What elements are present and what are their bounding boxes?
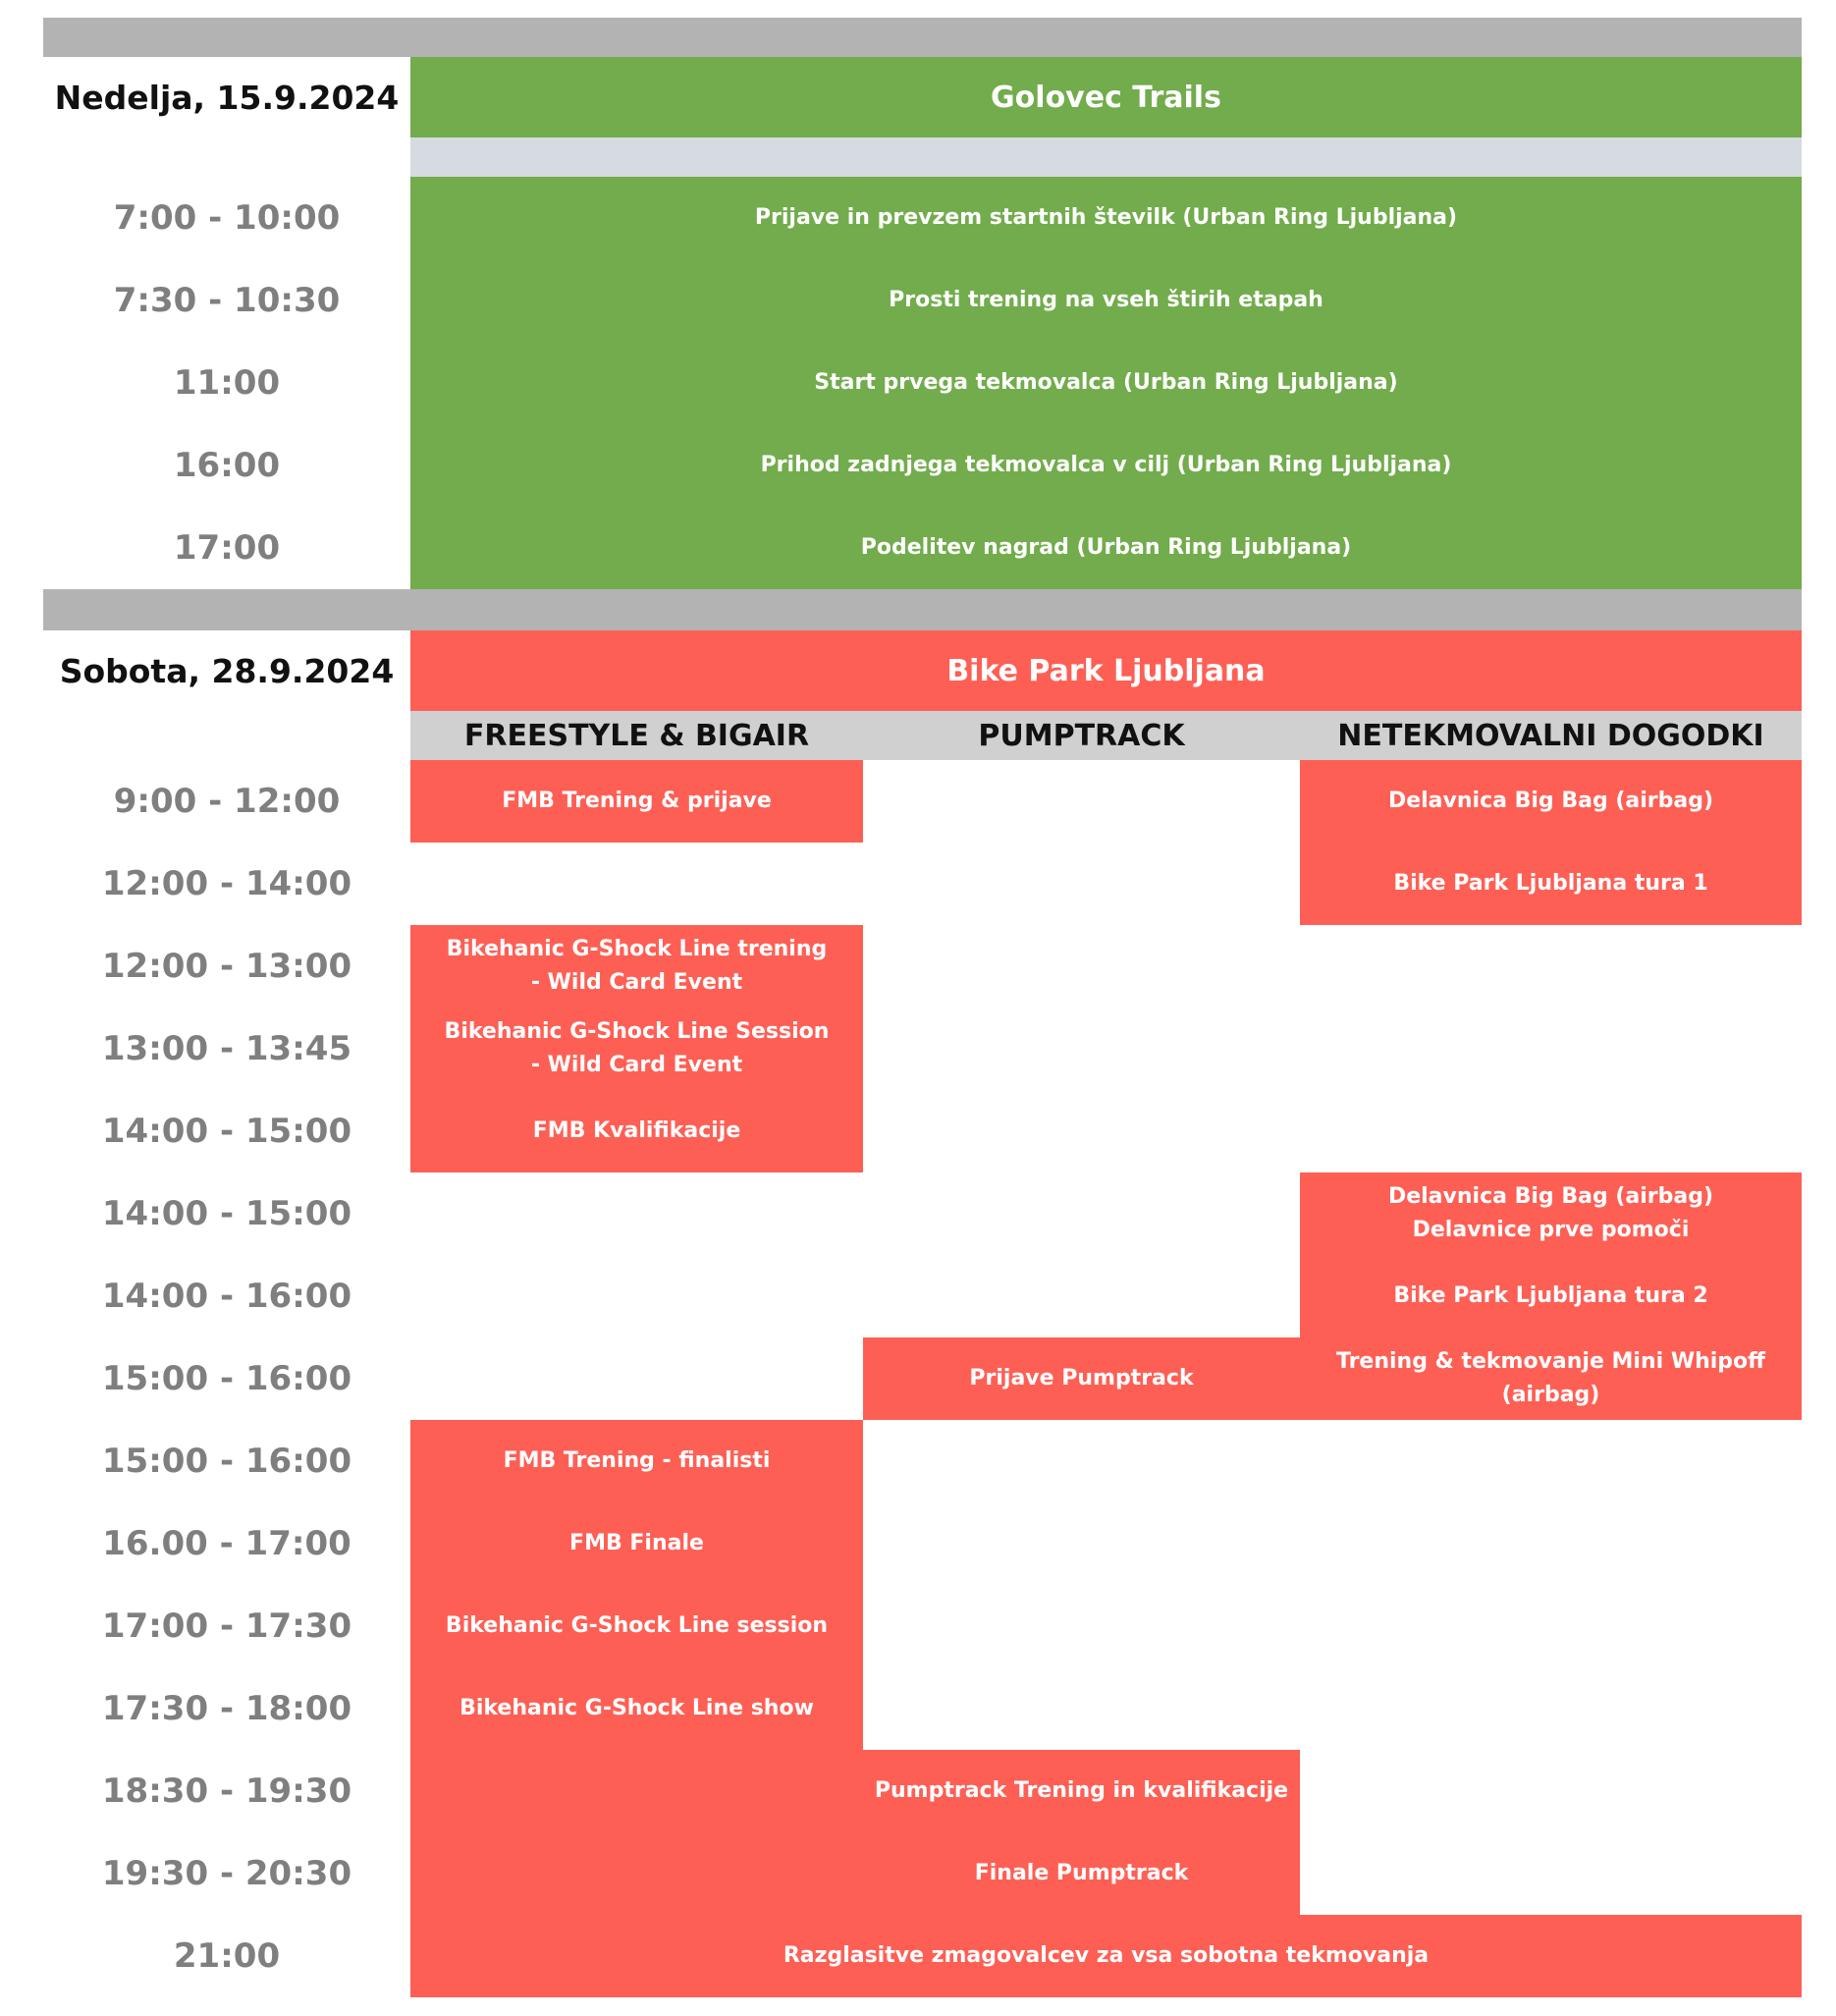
day2-time: 21:00: [173, 1936, 281, 1976]
day2-time: 15:00 - 16:00: [101, 1359, 352, 1398]
event-delavnice-workshops: [1300, 1172, 1802, 1255]
day2-time: 16.00 - 17:00: [102, 1524, 351, 1563]
event-gshock-session-line1: Bikehanic G-Shock Line Session: [444, 1019, 830, 1044]
event-gshock-session: [410, 1008, 863, 1090]
day2-time: 15:00 - 16:00: [101, 1442, 352, 1481]
day2-venue-header: Bike Park Ljubljana: [410, 630, 1802, 711]
day2-time: 12:00 - 14:00: [101, 864, 352, 903]
event-prijave-pumptrack: Prijave Pumptrack: [863, 1337, 1300, 1420]
event-fmb-finale: FMB Finale: [569, 1531, 704, 1555]
event-bike-park-tura-2: Bike Park Ljubljana tura 2: [1393, 1283, 1708, 1308]
column-header-freestyle: FREESTYLE & BIGAIR: [463, 718, 810, 753]
event-pumptrack-trening: Pumptrack Trening in kvalifikacije: [874, 1778, 1289, 1803]
day1-event: Prihod zadnjega tekmovalca v cilj (Urban Ring Ljubljana): [760, 453, 1452, 477]
event-bike-park-tura-1: Bike Park Ljubljana tura 1: [1393, 871, 1708, 896]
day1-event: Start prvega tekmovalca (Urban Ring Ljubljana): [814, 370, 1398, 395]
event-delavnica-big-bag-2: Delavnica Big Bag (airbag): [1387, 1184, 1714, 1209]
event-delavnice-prve-pomoci: Delavnice prve pomoči: [1412, 1218, 1690, 1242]
day1-venue-header: Golovec Trails: [410, 57, 1802, 137]
day1-event: Podelitev nagrad (Urban Ring Ljubljana): [860, 535, 1352, 560]
event-gshock-session-line2: - Wild Card Event: [530, 1053, 743, 1077]
day2-date: Sobota, 28.9.2024: [59, 651, 395, 690]
event-gshock-line-show: Bikehanic G-Shock Line show: [459, 1696, 814, 1720]
day2-time: 17:30 - 18:00: [101, 1689, 352, 1728]
day1-time: 16:00: [173, 446, 281, 485]
separator-bar-top: [43, 18, 1802, 57]
event-gshock-trening-line2: - Wild Card Event: [530, 970, 743, 995]
day2-time: 14:00 - 15:00: [101, 1194, 352, 1233]
event-razglasitve: Razglasitve zmagovalcev za vsa sobotna tekmovanja: [410, 1915, 1802, 1997]
day1-time: 7:30 - 10:30: [113, 281, 341, 320]
day2-time: 12:00 - 13:00: [101, 947, 352, 986]
day2-time: 14:00 - 16:00: [101, 1277, 352, 1316]
day2-time: 13:00 - 13:45: [101, 1029, 352, 1068]
day1-time: 17:00: [173, 528, 281, 568]
day2-time: 14:00 - 15:00: [101, 1112, 352, 1151]
event-fmb-trening-prijave: FMB Trening & prijave: [410, 760, 863, 843]
column-header-netekmovalni: NETEKMOVALNI DOGODKI: [1337, 718, 1764, 753]
event-delavnica-big-bag-1: Delavnica Big Bag (airbag): [1387, 789, 1714, 813]
day1-time: 7:00 - 10:00: [113, 198, 341, 238]
event-finale-pumptrack: Finale Pumptrack: [974, 1861, 1189, 1885]
day1-event: Prosti trening na vseh štirih etapah: [889, 288, 1323, 312]
event-gshock-trening: [410, 925, 863, 1008]
day2-time: 18:30 - 19:30: [101, 1771, 352, 1811]
event-mini-whipoff: Trening & tekmovanje Mini Whipoff (airbag): [1335, 1349, 1765, 1407]
day1-subheader-strip: [410, 137, 1802, 177]
day2-time: 9:00 - 12:00: [113, 782, 341, 821]
separator-bar-middle: [43, 589, 1802, 630]
day2-time: 19:30 - 20:30: [101, 1854, 352, 1893]
day1-time: 11:00: [173, 363, 281, 403]
event-fmb-trening-finalisti: FMB Trening - finalisti: [503, 1448, 771, 1473]
event-fmb-kvalifikacije: FMB Kvalifikacije: [532, 1118, 741, 1143]
day1-date: Nedelja, 15.9.2024: [54, 78, 400, 117]
event-gshock-trening-line1: Bikehanic G-Shock Line trening: [446, 937, 828, 961]
column-header-pumptrack: PUMPTRACK: [978, 718, 1185, 753]
event-gshock-line-session: Bikehanic G-Shock Line session: [445, 1613, 829, 1638]
day1-event: Prijave in prevzem startnih številk (Urban Ring Ljubljana): [754, 205, 1458, 230]
day2-time: 17:00 - 17:30: [101, 1607, 352, 1646]
